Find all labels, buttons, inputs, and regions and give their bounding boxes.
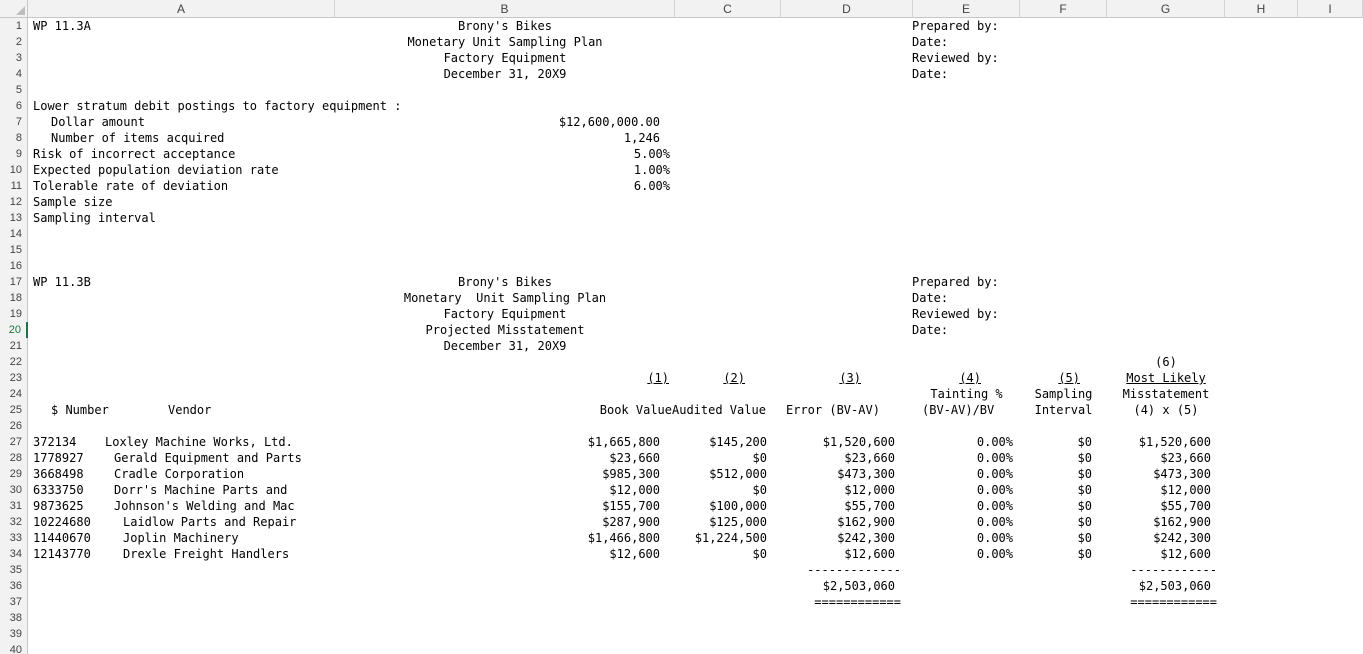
cell-vendor[interactable]: Dorr's Machine Parts and bbox=[114, 483, 288, 497]
items-acquired-value[interactable]: 1,246 bbox=[623, 131, 660, 145]
cell-error[interactable]: $55,700 bbox=[844, 499, 895, 513]
cell-error[interactable]: $12,600 bbox=[844, 547, 895, 561]
cell-most-likely[interactable]: $23,660 bbox=[1160, 451, 1211, 465]
wp-a-company[interactable]: Brony's Bikes bbox=[458, 19, 552, 33]
cell-interval[interactable]: $0 bbox=[1077, 531, 1092, 545]
cell-audited-value[interactable]: $145,200 bbox=[709, 435, 767, 449]
dollar-amount-value[interactable]: $12,600,000.00 bbox=[558, 115, 660, 129]
row-header-13[interactable]: 13 bbox=[0, 210, 28, 226]
cell-interval[interactable]: $0 bbox=[1077, 483, 1092, 497]
cell-book-value[interactable]: $12,000 bbox=[609, 483, 660, 497]
row-header-8[interactable]: 8 bbox=[0, 130, 28, 146]
wp-b-ref[interactable]: WP 11.3B bbox=[33, 275, 91, 289]
cell-error[interactable]: $12,000 bbox=[844, 483, 895, 497]
header-interval[interactable]: Interval bbox=[1034, 403, 1093, 417]
cell-audited-value[interactable]: $0 bbox=[752, 547, 767, 561]
row-header-16[interactable]: 16 bbox=[0, 258, 28, 274]
wp-b-title[interactable]: Monetary Unit Sampling Plan bbox=[403, 291, 607, 305]
cell-error[interactable]: $23,660 bbox=[844, 451, 895, 465]
row-header-32[interactable]: 32 bbox=[0, 514, 28, 530]
cell-tainting[interactable]: 0.00% bbox=[976, 531, 1013, 545]
dollar-amount-label[interactable]: Dollar amount bbox=[51, 115, 145, 129]
cell-vendor[interactable]: Cradle Corporation bbox=[114, 467, 245, 481]
sampling-interval-label[interactable]: Sampling interval bbox=[33, 211, 156, 225]
cell-most-likely[interactable]: $12,000 bbox=[1160, 483, 1211, 497]
wp-a-prepared-by[interactable]: Prepared by: bbox=[912, 19, 999, 33]
wp-b-date-label[interactable]: Date: bbox=[912, 291, 949, 305]
cell-book-value[interactable]: $1,466,800 bbox=[587, 531, 660, 545]
header-n4[interactable]: (4) bbox=[959, 371, 981, 385]
header-number[interactable]: $ Number bbox=[51, 403, 109, 417]
row-header-15[interactable]: 15 bbox=[0, 242, 28, 258]
wp-a-reviewed-by[interactable]: Reviewed by: bbox=[912, 51, 999, 65]
row-header-2[interactable]: 2 bbox=[0, 34, 28, 50]
column-header-e[interactable]: E bbox=[913, 0, 1020, 18]
cell-tainting[interactable]: 0.00% bbox=[976, 467, 1013, 481]
row-header-36[interactable]: 36 bbox=[0, 578, 28, 594]
cell-error[interactable]: $1,520,600 bbox=[822, 435, 895, 449]
cell-tainting[interactable]: 0.00% bbox=[976, 547, 1013, 561]
header-vendor[interactable]: Vendor bbox=[168, 403, 212, 417]
column-header-f[interactable]: F bbox=[1020, 0, 1107, 18]
cell-number[interactable]: 6333750 bbox=[33, 483, 84, 497]
wp-b-subtitle[interactable]: Projected Misstatement bbox=[425, 323, 585, 337]
cell-vendor[interactable]: Gerald Equipment and Parts bbox=[114, 451, 302, 465]
column-header-c[interactable]: C bbox=[675, 0, 781, 18]
cell-error[interactable]: $162,900 bbox=[837, 515, 895, 529]
mlm-single-rule[interactable]: ------------ bbox=[1130, 563, 1217, 577]
row-header-17[interactable]: 17 bbox=[0, 274, 28, 290]
column-header-i[interactable]: I bbox=[1298, 0, 1363, 18]
wp-b-reviewed-by[interactable]: Reviewed by: bbox=[912, 307, 999, 321]
wp-a-date-label-2[interactable]: Date: bbox=[912, 67, 949, 81]
cell-vendor[interactable]: Johnson's Welding and Mac bbox=[114, 499, 295, 513]
cell-interval[interactable]: $0 bbox=[1077, 547, 1092, 561]
tolerable-deviation-label[interactable]: Tolerable rate of deviation bbox=[33, 179, 229, 193]
cell-interval[interactable]: $0 bbox=[1077, 451, 1092, 465]
cell-book-value[interactable]: $1,665,800 bbox=[587, 435, 660, 449]
header-n6[interactable]: (6) bbox=[1155, 355, 1177, 369]
wp-b-date[interactable]: December 31, 20X9 bbox=[443, 339, 567, 353]
header-product[interactable]: (4) x (5) bbox=[1133, 403, 1199, 417]
row-header-26[interactable]: 26 bbox=[0, 418, 28, 434]
row-header-22[interactable]: 22 bbox=[0, 354, 28, 370]
row-header-5[interactable]: 5 bbox=[0, 82, 28, 98]
tolerable-deviation-value[interactable]: 6.00% bbox=[633, 179, 670, 193]
wp-a-date-label[interactable]: Date: bbox=[912, 35, 949, 49]
wp-b-date-label-2[interactable]: Date: bbox=[912, 323, 949, 337]
cell-audited-value[interactable]: $100,000 bbox=[709, 499, 767, 513]
cell-most-likely[interactable]: $55,700 bbox=[1160, 499, 1211, 513]
items-acquired-label[interactable]: Number of items acquired bbox=[51, 131, 225, 145]
cell-error[interactable]: $242,300 bbox=[837, 531, 895, 545]
cell-interval[interactable]: $0 bbox=[1077, 467, 1092, 481]
header-misstatement[interactable]: Misstatement bbox=[1122, 387, 1210, 401]
cell-tainting[interactable]: 0.00% bbox=[976, 515, 1013, 529]
row-header-9[interactable]: 9 bbox=[0, 146, 28, 162]
column-header-d[interactable]: D bbox=[781, 0, 913, 18]
cell-audited-value[interactable]: $1,224,500 bbox=[694, 531, 767, 545]
row-header-39[interactable]: 39 bbox=[0, 626, 28, 642]
row-header-25[interactable]: 25 bbox=[0, 402, 28, 418]
row-header-12[interactable]: 12 bbox=[0, 194, 28, 210]
sample-size-label[interactable]: Sample size bbox=[33, 195, 113, 209]
wp-a-title[interactable]: Monetary Unit Sampling Plan bbox=[407, 35, 603, 49]
total-most-likely-misstatement[interactable]: $2,503,060 bbox=[1138, 579, 1211, 593]
cell-book-value[interactable]: $23,660 bbox=[609, 451, 660, 465]
cell-tainting[interactable]: 0.00% bbox=[976, 499, 1013, 513]
row-header-11[interactable]: 11 bbox=[0, 178, 28, 194]
row-header-27[interactable]: 27 bbox=[0, 434, 28, 450]
row-header-6[interactable]: 6 bbox=[0, 98, 28, 114]
row-header-3[interactable]: 3 bbox=[0, 50, 28, 66]
cell-number[interactable]: 372134 bbox=[33, 435, 77, 449]
header-audited-value[interactable] bbox=[672, 402, 780, 418]
row-header-23[interactable]: 23 bbox=[0, 370, 28, 386]
row-header-40[interactable]: 40 bbox=[0, 642, 28, 654]
cell-interval[interactable]: $0 bbox=[1077, 435, 1092, 449]
wp-b-company[interactable]: Brony's Bikes bbox=[458, 275, 552, 289]
row-header-4[interactable]: 4 bbox=[0, 66, 28, 82]
risk-label[interactable]: Risk of incorrect acceptance bbox=[33, 147, 236, 161]
row-header-21[interactable]: 21 bbox=[0, 338, 28, 354]
cell-tainting[interactable]: 0.00% bbox=[976, 435, 1013, 449]
header-tainting[interactable]: Tainting % bbox=[930, 387, 1003, 401]
row-header-10[interactable]: 10 bbox=[0, 162, 28, 178]
error-double-rule[interactable]: ============ bbox=[814, 595, 901, 609]
cell-number[interactable]: 3668498 bbox=[33, 467, 84, 481]
cell-book-value[interactable]: $155,700 bbox=[602, 499, 660, 513]
row-header-29[interactable]: 29 bbox=[0, 466, 28, 482]
wp-b-prepared-by[interactable]: Prepared by: bbox=[912, 275, 999, 289]
wp-a-ref[interactable]: WP 11.3A bbox=[33, 19, 91, 33]
row-header-18[interactable]: 18 bbox=[0, 290, 28, 306]
header-error[interactable]: Error (BV-AV) bbox=[786, 403, 880, 417]
cell-tainting[interactable]: 0.00% bbox=[976, 451, 1013, 465]
cell-error[interactable]: $473,300 bbox=[837, 467, 895, 481]
cell-number[interactable]: 9873625 bbox=[33, 499, 84, 513]
cell-audited-value[interactable]: $0 bbox=[752, 451, 767, 465]
expected-deviation-value[interactable]: 1.00% bbox=[633, 163, 670, 177]
error-single-rule[interactable]: ------------- bbox=[807, 563, 901, 577]
row-header-24[interactable]: 24 bbox=[0, 386, 28, 402]
row-header-20[interactable]: 20 bbox=[0, 322, 28, 338]
cell-most-likely[interactable]: $162,900 bbox=[1153, 515, 1211, 529]
header-most-likely[interactable]: Most Likely bbox=[1126, 371, 1206, 385]
cell-book-value[interactable]: $287,900 bbox=[602, 515, 660, 529]
cell-most-likely[interactable]: $242,300 bbox=[1153, 531, 1211, 545]
mlm-double-rule[interactable]: ============ bbox=[1130, 595, 1217, 609]
total-error[interactable]: $2,503,060 bbox=[822, 579, 895, 593]
cell-tainting[interactable]: 0.00% bbox=[976, 483, 1013, 497]
risk-value[interactable]: 5.00% bbox=[633, 147, 670, 161]
expected-deviation-label[interactable]: Expected population deviation rate bbox=[33, 163, 279, 177]
row-header-19[interactable]: 19 bbox=[0, 306, 28, 322]
cell-vendor[interactable]: Laidlow Parts and Repair bbox=[123, 515, 297, 529]
row-header-33[interactable]: 33 bbox=[0, 530, 28, 546]
header-n3[interactable]: (3) bbox=[839, 371, 861, 385]
cell-most-likely[interactable]: $473,300 bbox=[1153, 467, 1211, 481]
cell-number[interactable]: 10224680 bbox=[33, 515, 91, 529]
row-header-35[interactable]: 35 bbox=[0, 562, 28, 578]
lower-stratum-label[interactable]: Lower stratum debit postings to factory equipment : bbox=[33, 99, 402, 113]
wp-a-subject[interactable]: Factory Equipment bbox=[443, 51, 567, 65]
column-header-g[interactable]: G bbox=[1107, 0, 1225, 18]
cell-vendor[interactable]: Drexle Freight Handlers bbox=[123, 547, 290, 561]
header-n5[interactable]: (5) bbox=[1058, 371, 1080, 385]
row-header-34[interactable]: 34 bbox=[0, 546, 28, 562]
cell-number[interactable]: 1778927 bbox=[33, 451, 84, 465]
header-tainting-formula[interactable]: (BV-AV)/BV bbox=[922, 403, 995, 417]
cell-most-likely[interactable]: $1,520,600 bbox=[1138, 435, 1211, 449]
column-header-a[interactable]: A bbox=[28, 0, 335, 18]
cell-interval[interactable]: $0 bbox=[1077, 515, 1092, 529]
cell-audited-value[interactable]: $512,000 bbox=[709, 467, 767, 481]
row-header-37[interactable]: 37 bbox=[0, 594, 28, 610]
cell-interval[interactable]: $0 bbox=[1077, 499, 1092, 513]
cell-book-value[interactable]: $12,600 bbox=[609, 547, 660, 561]
cell-number[interactable]: 12143770 bbox=[33, 547, 91, 561]
header-audited-value-text: Audited Value bbox=[672, 403, 766, 417]
cell-number[interactable]: 11440670 bbox=[33, 531, 91, 545]
header-n2[interactable]: (2) bbox=[723, 371, 745, 385]
cell-most-likely[interactable]: $12,600 bbox=[1160, 547, 1211, 561]
header-sampling[interactable]: Sampling bbox=[1034, 387, 1093, 401]
row-header-38[interactable]: 38 bbox=[0, 610, 28, 626]
row-header-28[interactable]: 28 bbox=[0, 450, 28, 466]
column-header-h[interactable]: H bbox=[1225, 0, 1298, 18]
row-header-1[interactable]: 1 bbox=[0, 18, 28, 34]
row-header-31[interactable]: 31 bbox=[0, 498, 28, 514]
wp-b-subject[interactable]: Factory Equipment bbox=[443, 307, 567, 321]
header-n1[interactable]: (1) bbox=[647, 371, 669, 385]
cell-vendor[interactable]: Joplin Machinery bbox=[123, 531, 239, 545]
cell-book-value[interactable]: $985,300 bbox=[602, 467, 660, 481]
cell-vendor[interactable]: Loxley Machine Works, Ltd. bbox=[105, 435, 293, 449]
wp-a-date[interactable]: December 31, 20X9 bbox=[443, 67, 567, 81]
row-header-7[interactable]: 7 bbox=[0, 114, 28, 130]
cell-audited-value[interactable]: $0 bbox=[752, 483, 767, 497]
cell-audited-value[interactable]: $125,000 bbox=[709, 515, 767, 529]
header-book-value[interactable]: Book Value bbox=[599, 403, 672, 417]
row-header-30[interactable]: 30 bbox=[0, 482, 28, 498]
column-header-b[interactable]: B bbox=[335, 0, 675, 18]
row-header-14[interactable]: 14 bbox=[0, 226, 28, 242]
select-all-corner[interactable] bbox=[0, 0, 28, 18]
